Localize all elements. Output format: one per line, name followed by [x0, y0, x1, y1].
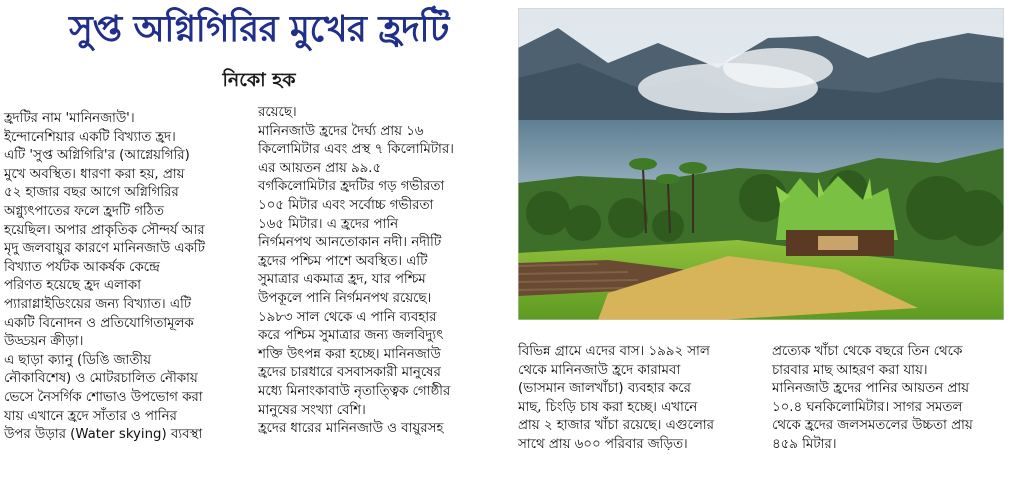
article-line: মানুষের সংখ্যা বেশি। — [258, 402, 366, 418]
article-column-4 — [772, 343, 1018, 455]
lake-maninjau-photo — [518, 8, 1004, 320]
article-line: প্যারাগ্লাইডিংয়ের জন্য বিখ্যাত। এটি — [4, 296, 192, 312]
article-line: বর্গকিলোমিটার হ্রদটির গড় গভীরতা — [258, 179, 445, 195]
article-line: বিখ্যাত পর্যটক আকর্ষক কেন্দ্রে — [4, 259, 160, 275]
article-line: থেকে হ্রদের জলসমতলের উচ্চতা প্রায় — [772, 418, 973, 434]
article-line: হয়েছিল। অপার প্রাকৃতিক সৌন্দর্য আর — [4, 222, 205, 238]
article-line: কিলোমিটার এবং প্রস্থ ৭ কিলোমিটার। — [258, 142, 454, 158]
article-line: উপকূলে পানি নির্গমনপথ রয়েছে। — [258, 290, 432, 306]
article-line: যায় এখানে হ্রদে সাঁতার ও পানির — [4, 408, 177, 424]
article-line: থেকে মানিনজাউ হ্রদে কারামবা — [518, 362, 681, 378]
article-line: মানিনজাউ হ্রদের দৈর্ঘ্য প্রায় ১৬ — [258, 123, 424, 139]
article-line: করে পশ্চিম সুমাত্রার জন্য জলবিদ্যুৎ — [258, 328, 444, 344]
article-line: বিভিন্ন গ্রামে এদের বাস। ১৯৯২ সাল — [518, 344, 710, 359]
article-line: হ্রদের পশ্চিম পাশে অবস্থিত। এটি — [258, 253, 428, 269]
headline: সুপ্ত অগ্নিগিরির মুখের হ্রদটি — [69, 9, 449, 50]
article-line: মুখে অবস্থিত। ধারণা করা হয়, প্রায় — [4, 166, 185, 182]
article-line: সুমাত্রার একমাত্র হ্রদ, যার পশ্চিম — [258, 272, 426, 288]
article-column-3 — [518, 343, 750, 455]
article-line: পরিণত হয়েছে হ্রদ এলাকা — [4, 278, 141, 294]
article-line: ৪৫৯ মিটার। — [772, 436, 837, 452]
article-line: মানিনজাউ হ্রদের পানির আয়তন প্রায় — [772, 381, 969, 397]
article-line: প্রায় ২ হাজার খাঁচা রয়েছে। এগুলোর — [518, 418, 714, 434]
article-line: হ্রদটির নাম 'মানিনজাউ'। — [4, 111, 135, 126]
author-byline: নিকো হক — [222, 69, 296, 91]
article-line: মাছ, চিংড়ি চাষ করা হচ্ছে। এখানে — [518, 399, 698, 415]
article-line: চারবার মাছ আহরণ করা যায়। — [772, 362, 928, 378]
article-line: প্রত্যেক খাঁচা থেকে বছরে তিন থেকে — [772, 344, 963, 359]
article-line: ৫২ হাজার বছর আগে অগ্নিগিরির — [4, 185, 179, 201]
article-line: এর আয়তন প্রায় ৯৯.৫ — [258, 160, 382, 176]
article-line: এ ছাড়া ক্যানু (ডিঙি জাতীয় — [4, 352, 151, 368]
article-line: হ্রদের চারধারে বসবাসকারী মানুষের — [258, 365, 441, 381]
article-line: ১৯৮৩ সাল থেকে এ পানি ব্যবহার — [258, 309, 437, 325]
article-line: ১০৫ মিটার এবং সর্বোচ্চ গভীরতা — [258, 197, 434, 213]
article-line: সাথে প্রায় ৬০০ পরিবার জড়িত। — [518, 436, 688, 452]
article-line: উপর উড়ার (Water skying) ব্যবস্থা — [4, 427, 203, 443]
article-line: ১৬৫ মিটার। এ হ্রদের পানি — [258, 216, 399, 232]
article-line: নির্গমনপথ আনতোকান নদী। নদীটি — [258, 235, 442, 251]
article-line: ১০.৪ ঘনকিলোমিটার। সাগর সমতল — [772, 399, 963, 415]
article-column-1 — [4, 110, 242, 445]
article-line: এটি 'সুপ্ত অগ্নিগিরি'র (আগ্নেয়গিরি) — [4, 148, 190, 164]
article-line: উড্ডয়ন ক্রীড়া। — [4, 334, 84, 350]
article-line: অগ্ন্যুৎপাতের ফলে হ্রদটি গঠিত — [4, 203, 164, 219]
article-column-2 — [258, 104, 506, 439]
article-line: ইন্দোনেশিয়ার একটি বিখ্যাত হ্রদ। — [4, 129, 176, 145]
article-line: রয়েছে। — [258, 105, 297, 120]
article-line: (ভাসমান জালখাঁচা) ব্যবহার করে — [518, 381, 691, 397]
article-line: নৌকাবিশেষ) ও মোটরচালিত নৌকায় — [4, 371, 198, 387]
article-line: একটি বিনোদন ও প্রতিযোগিতামূলক — [4, 315, 194, 331]
article-line: শক্তি উৎপন্ন করা হচ্ছে। মানিনজাউ — [258, 346, 441, 362]
article-line: হ্রদের ধারের মানিনজাউ ও বায়ুরসহ — [258, 421, 444, 437]
article-line: ভেসে নৈসর্গিক শোভাও উপভোগ করা — [4, 389, 203, 405]
article-line: মধ্যে মিনাংকাবাউ নৃতাত্ত্বিক গোষ্ঠীর — [258, 383, 451, 399]
article-line: মৃদু জলবায়ুর কারণে মানিনজাউ একটি — [4, 241, 205, 257]
